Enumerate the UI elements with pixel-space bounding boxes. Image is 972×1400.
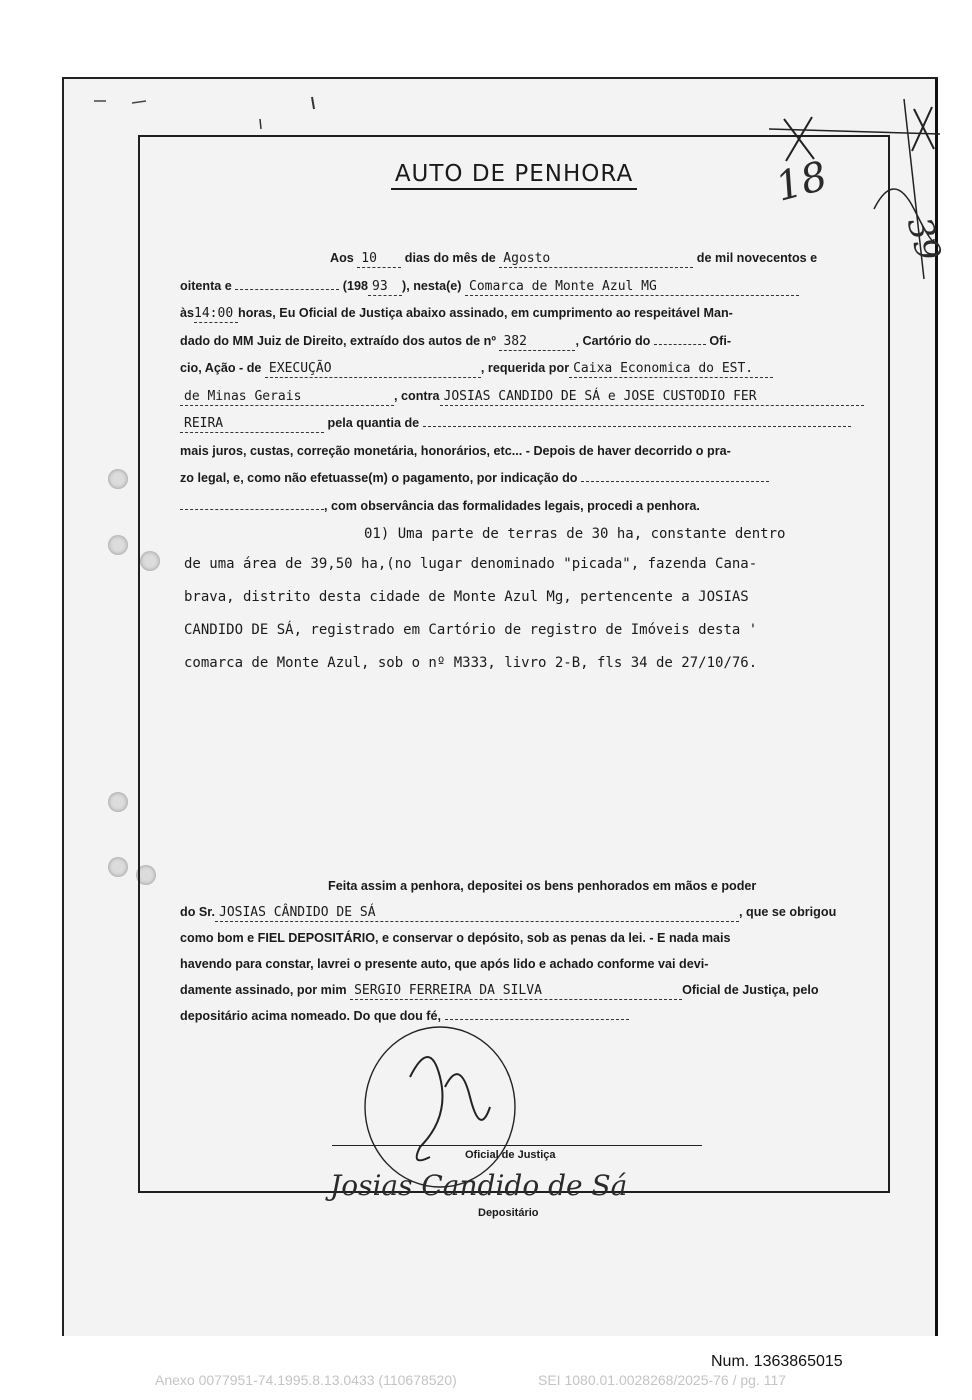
deposit-line [180,899,860,925]
form-text: damente assinado, por mim [180,983,347,997]
blank-field [180,509,324,510]
hour-field: 14:00 [194,306,238,323]
deposit-paragraph [180,873,860,1029]
form-line [180,493,860,521]
header-form [180,245,860,520]
quantia-field [423,426,851,427]
punch-hole [108,857,128,877]
oficial-signature-line [332,1145,702,1146]
deposit-line: como bom e FIEL DEPOSITÁRIO, e conservar o depósito, sob as penas da lei. - E nada mais [180,931,731,945]
form-text: Aos [330,251,354,265]
form-text: horas, Eu Oficial de Justiça abaixo assinado, em cumprimento ao respeitável Man- [238,306,733,320]
requerido-field: JOSIAS CANDIDO DE SÁ e JOSE CUSTODIO FER [440,389,864,406]
form-text: dado do MM Juiz de Direito, extraído dos autos de nº [180,333,496,348]
depositario-name-field: JOSIAS CÂNDIDO DE SÁ [215,905,739,922]
form-text: depositário acima nomeado. Do que dou fé, [180,1009,442,1023]
requerente-field: Caixa Economica do EST. [569,361,773,378]
form-line [180,355,860,383]
deposit-line [180,977,860,1003]
form-line [180,383,860,411]
blank-field [654,344,706,345]
year-field: 93 [368,279,402,296]
day-field: 10 [357,251,401,268]
scanned-page [62,77,949,1336]
penhora-line: 01) Uma parte de terras de 30 ha, constante dentro [364,526,786,542]
form-text: dias do mês de [404,251,496,265]
penhora-description [184,520,884,680]
margin-number: 18 [770,153,832,211]
depositario-signature: Josias Candido de Sá [330,1169,628,1202]
acao-field: EXECUÇÃO [265,361,481,378]
oficial-name-field: SERGIO FERREIRA DA SILVA [350,983,682,1000]
requerente-cont-field: de Minas Gerais [180,389,394,406]
form-text: , que se obrigou [739,905,837,919]
autos-number-field: 382 [499,334,575,351]
anexo-reference: Anexo 0077951-74.1995.8.13.0433 (110678520) [155,1372,457,1388]
depositario-caption: Depositário [478,1207,539,1219]
form-text: , Cartório do [575,333,651,348]
comarca-field: Comarca de Monte Azul MG [465,279,799,296]
form-line [180,273,860,301]
form-line [180,245,860,273]
requerido-cont-field: REIRA [180,416,324,433]
punch-hole [108,469,128,489]
scan-specks [64,79,364,139]
sei-reference: SEI 1080.01.0028268/2025-76 / pg. 117 [538,1372,787,1388]
oficial-caption: Oficial de Justiça [465,1149,556,1161]
penhora-line: brava, distrito desta cidade de Monte Azul Mg, pertencente a JOSIAS [184,589,749,605]
form-text: Feita assim a penhora, depositei os bens penhorados em mãos e poder [328,879,757,893]
punch-hole [108,792,128,812]
form-text: , com observância das formalidades legais, procedi a penhora. [324,498,700,513]
punch-hole [108,535,128,555]
margin-number: 39 [898,212,949,266]
form-text: , contra [394,388,440,403]
document-number: Num. 1363865015 [711,1353,843,1370]
deposit-line [180,873,860,899]
oficial-signature-icon [350,1017,550,1187]
form-text: zo legal, e, como não efetuasse(m) o pagamento, por indicação do [180,471,578,485]
deposit-line: havendo para constar, lavrei o presente auto, que após lido e achado conforme vai devi- [180,957,709,971]
document-title: AUTO DE PENHORA [140,161,888,187]
penhora-line: CANDIDO DE SÁ, registrado em Cartório de registro de Imóveis desta ' [184,622,758,638]
form-line [180,465,860,493]
form-text: ), nesta(e) [402,278,462,293]
form-line [180,410,860,438]
penhora-line: comarca de Monte Azul, sob o nº M333, livro 2-B, fls 34 de 27/10/76. [184,655,758,671]
form-text: pela quantia de [327,416,420,430]
form-text: cio, Ação - de [180,361,262,375]
form-line [180,328,860,356]
month-field: Agosto [499,251,693,268]
form-text: (198 [342,278,369,293]
indicacao-field [581,481,769,482]
form-text: oitenta e [180,278,232,293]
form-text: , requerida por [480,361,570,375]
form-text: de mil novecentos e [696,251,818,265]
form-line: mais juros, custas, correção monetária, honorários, etc... - Depois de haver decorrido o pra- [180,443,731,458]
document-frame [138,135,890,1219]
form-text: Ofi- [709,333,732,348]
form-text: às [180,306,195,320]
penhora-line: de uma área de 39,50 ha,(no lugar denominado "picada", fazenda Cana- [184,556,758,572]
form-line [180,300,860,328]
blank-field [235,289,339,290]
form-text: do Sr. [180,905,215,919]
form-text: Oficial de Justiça, pelo [682,983,819,997]
